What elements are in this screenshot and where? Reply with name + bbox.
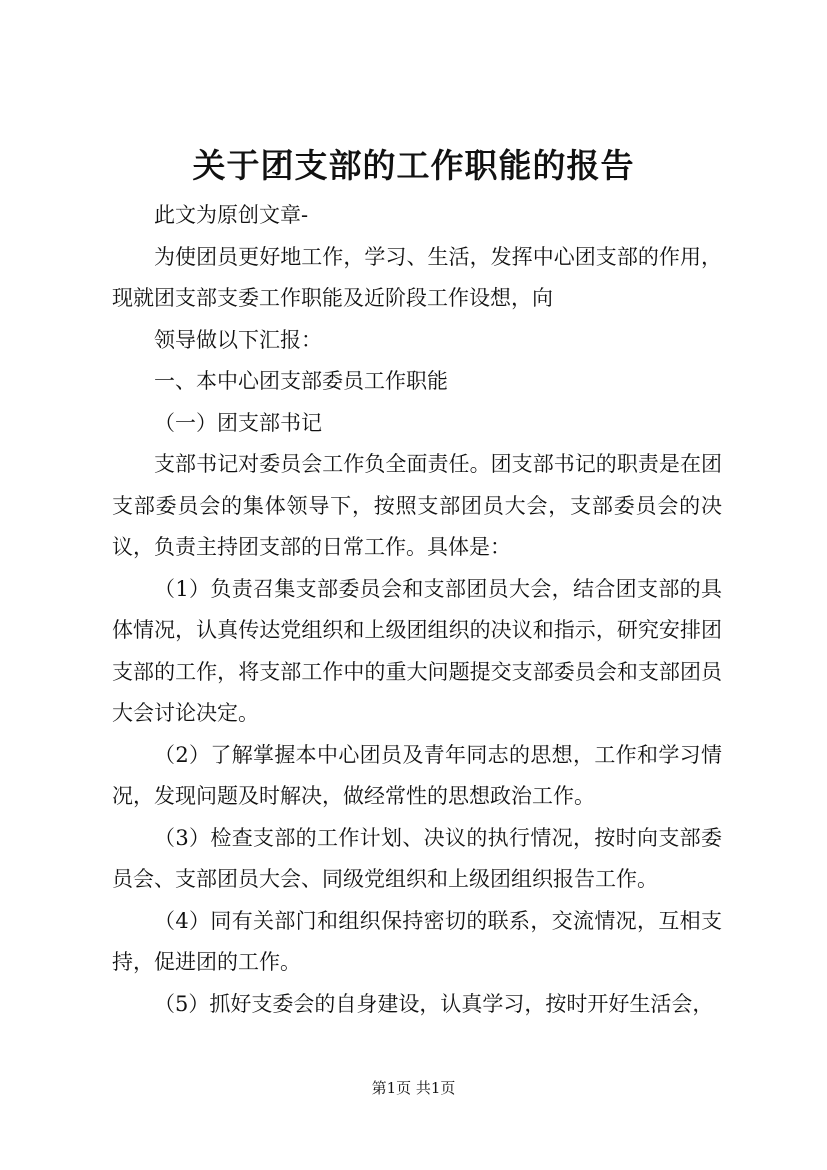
document-title: 关于团支部的工作职能的报告 [192,146,635,185]
list-item: （4）同有关部门和组织保持密切的联系，交流情况，互相支持，促进团的工作。 [112,908,722,974]
paragraph: 支部书记对委员会工作负全面责任。团支部书记的职责是在团支部委员会的集体领导下，按照支部团员大会，支部委员会的决议，负责主持团支部的日常工作。具体是： [112,452,722,559]
list-item: （5）抓好支委会的自身建设，认真学习，按时开好生活会， [154,991,714,1016]
paragraph: 为使团员更好地工作，学习、生活，发挥中心团支部的作用，现就团支部支委工作职能及近阶段工作设想，向 [112,244,722,310]
list-item: （1）负责召集支部委员会和支部团员大会，结合团支部的具体情况，认真传达党组织和上级团组织的决议和指示，研究安排团支部的工作，将支部工作中的重大问题提交支部委员会和支部团员大会讨论决定。 [112,576,722,725]
document-body [112,195,722,1025]
subsection-heading: （一）团支部书记 [154,410,322,435]
paragraph: 领导做以下汇报： [154,327,322,352]
list-item: （3）检查支部的工作计划、决议的执行情况，按时向支部委员会、支部团员大会、同级党组织和上级团组织报告工作。 [112,825,722,891]
paragraph: 此文为原创文章- [154,203,309,227]
section-heading: 一、本中心团支部委员工作职能 [154,369,448,393]
list-item: （2）了解掌握本中心团员及青年同志的思想，工作和学习情况，发现问题及时解决，做经常性的思想政治工作。 [112,742,722,808]
page-footer: 第1页 共1页 [371,1079,456,1097]
